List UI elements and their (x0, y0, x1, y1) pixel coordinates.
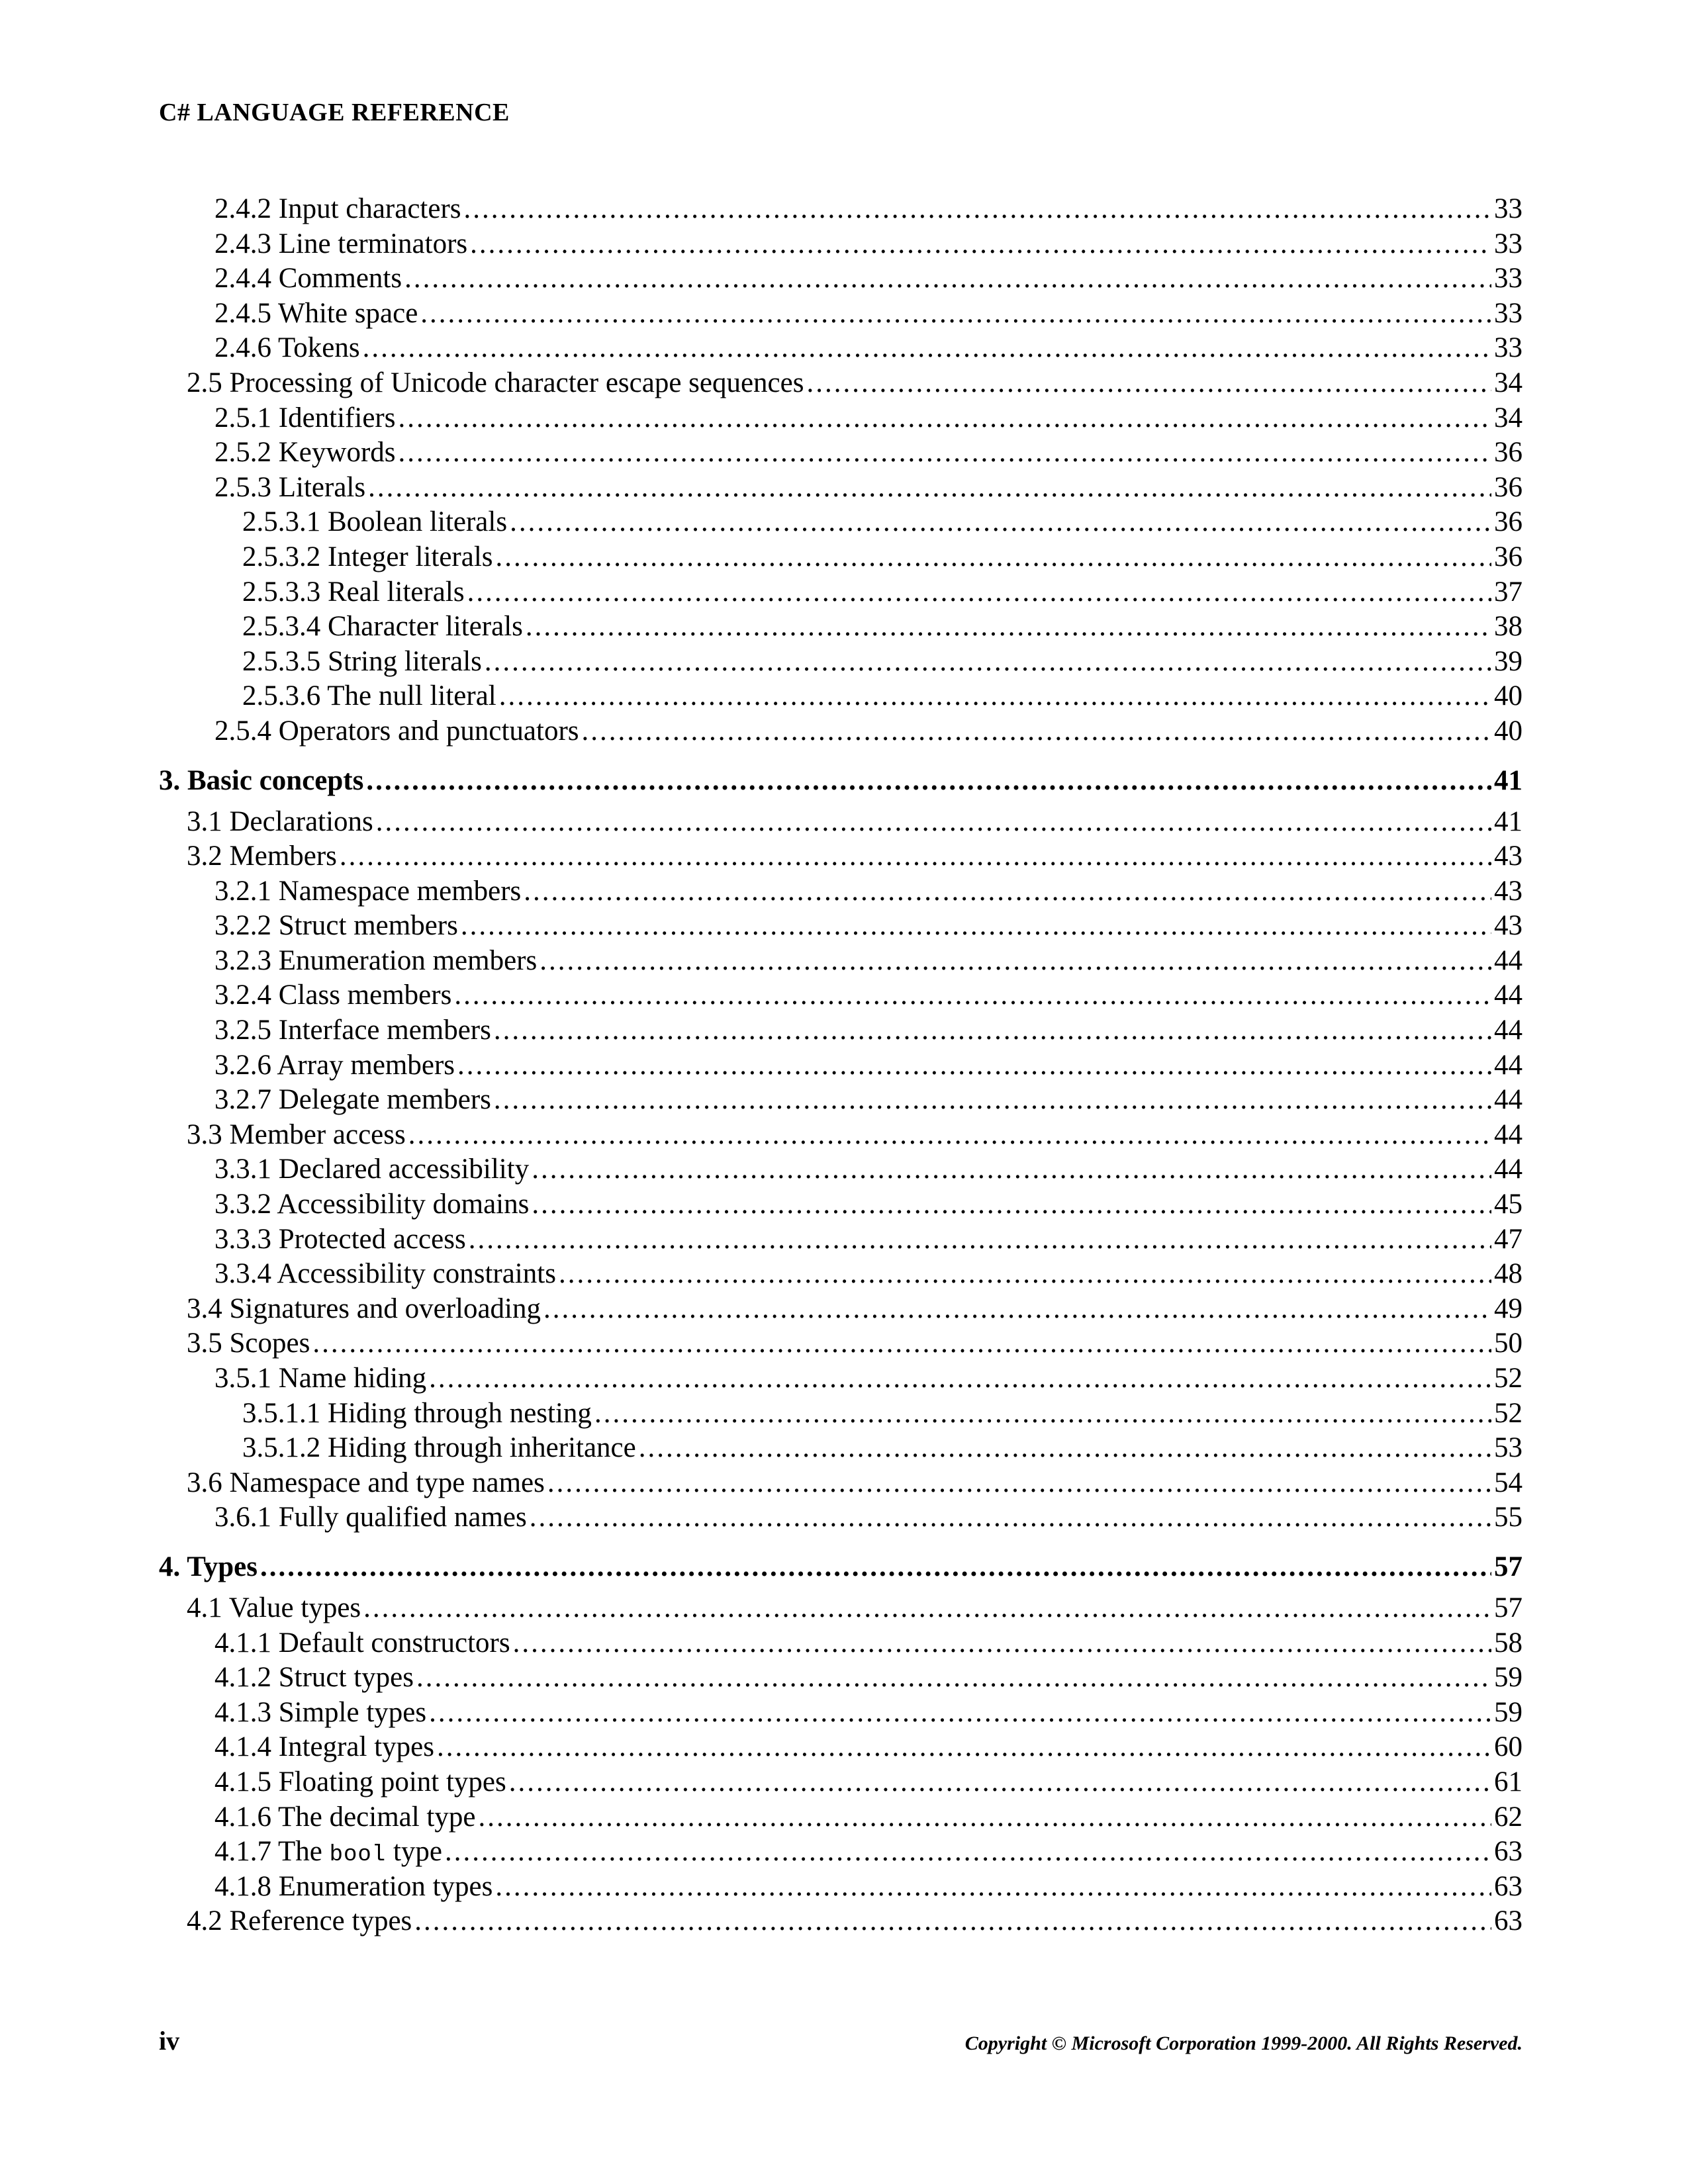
toc-entry-page: 52 (1494, 1397, 1523, 1429)
toc-entry-page: 44 (1494, 1049, 1523, 1081)
toc-entry-title: 4.1.4 Integral types (214, 1731, 434, 1763)
toc-leader-dots (467, 575, 1491, 610)
toc-entry[interactable] (159, 679, 1523, 714)
toc-entry-title: 3.6.1 Fully qualified names (214, 1502, 527, 1533)
toc-entry[interactable] (159, 366, 1523, 401)
toc-leader-dots (260, 1550, 1491, 1584)
toc-entry[interactable] (159, 1500, 1523, 1535)
toc-entry[interactable] (159, 261, 1523, 296)
toc-leader-dots (469, 1222, 1491, 1257)
toc-entry[interactable] (159, 714, 1523, 749)
toc-entry[interactable] (159, 1048, 1523, 1083)
toc-entry-title: 3.3.3 Protected access (214, 1223, 466, 1255)
toc-entry-page: 63 (1494, 1905, 1523, 1937)
toc-entry-title: 2.5.2 Keywords (214, 437, 396, 469)
toc-leader-dots (559, 1257, 1491, 1291)
toc-entry-title: 3.2.2 Struct members (214, 910, 458, 942)
toc-entry-page: 40 (1494, 680, 1523, 712)
toc-entry[interactable] (159, 192, 1523, 227)
toc-entry[interactable] (159, 944, 1523, 979)
toc-entry-title: 2.5.3.6 The null literal (242, 680, 496, 712)
footer-page-number: iv (159, 2026, 180, 2056)
toc-entry-title: 3. Basic concepts (159, 764, 364, 796)
toc-leader-dots (495, 1870, 1491, 1904)
toc-entry-page: 57 (1494, 1551, 1523, 1582)
toc-entry[interactable] (159, 805, 1523, 840)
toc-leader-dots (312, 1326, 1491, 1361)
toc-entry-page: 34 (1494, 367, 1523, 398)
toc-entry-title: 3.3.2 Accessibility domains (214, 1189, 530, 1220)
toc-entry[interactable] (159, 540, 1523, 575)
toc-leader-dots (363, 1591, 1491, 1625)
toc-entry-title: 2.5.3.5 String literals (242, 645, 482, 677)
toc-entry-title: 4.1.5 Floating point types (214, 1766, 506, 1797)
toc-leader-dots (485, 645, 1491, 679)
toc-entry-title: 3.1 Declarations (187, 805, 373, 837)
toc-entry-page: 44 (1494, 979, 1523, 1011)
toc-leader-dots (366, 764, 1491, 798)
toc-entry[interactable] (159, 227, 1523, 262)
toc-entry[interactable] (159, 1800, 1523, 1835)
toc-leader-dots (478, 1800, 1491, 1835)
toc-leader-dots (461, 909, 1491, 943)
toc-leader-dots (416, 1661, 1491, 1695)
toc-entry-title: 3.3.4 Accessibility constraints (214, 1258, 556, 1290)
toc-entry-title: 3.2 Members (187, 841, 337, 872)
toc-entry[interactable] (159, 645, 1523, 680)
toc-leader-dots (532, 1152, 1491, 1187)
toc-leader-dots (494, 1083, 1491, 1117)
toc-entry-page: 47 (1494, 1223, 1523, 1255)
toc-entry[interactable] (159, 909, 1523, 944)
toc-leader-dots (398, 401, 1491, 435)
toc-leader-dots (464, 192, 1491, 226)
toc-entry-page: 44 (1494, 1118, 1523, 1150)
toc-entry[interactable] (159, 331, 1523, 366)
toc-entry[interactable] (159, 874, 1523, 909)
toc-entry-title: 3.2.4 Class members (214, 979, 452, 1011)
toc-entry-title: 3.2.1 Namespace members (214, 875, 522, 907)
toc-leader-dots (547, 1466, 1491, 1500)
toc-leader-dots (543, 1292, 1491, 1326)
toc-leader-dots (806, 366, 1491, 400)
toc-entry[interactable] (159, 764, 1523, 805)
toc-entry-page: 53 (1494, 1432, 1523, 1464)
toc-entry-page: 43 (1494, 910, 1523, 942)
toc-leader-dots (368, 471, 1491, 505)
page-header: C# LANGUAGE REFERENCE (159, 99, 510, 126)
toc-entry[interactable] (159, 1550, 1523, 1591)
toc-leader-dots (594, 1396, 1491, 1431)
toc-leader-dots (524, 874, 1491, 909)
toc-entry[interactable] (159, 1870, 1523, 1905)
toc-entry-title: 3.2.5 Interface members (214, 1015, 491, 1046)
toc-entry-title: 3.5.1 Name hiding (214, 1363, 427, 1394)
toc-entry[interactable] (159, 1222, 1523, 1257)
toc-entry-page: 59 (1494, 1662, 1523, 1694)
toc-entry[interactable] (159, 1013, 1523, 1048)
toc-entry-page: 33 (1494, 332, 1523, 364)
toc-entry-title: 4.1.1 Default constructors (214, 1627, 510, 1659)
toc-entry-title: 4.1.8 Enumeration types (214, 1870, 493, 1902)
toc-entry[interactable] (159, 839, 1523, 874)
toc-leader-dots (340, 839, 1491, 874)
toc-leader-dots (639, 1431, 1491, 1465)
toc-leader-dots (437, 1730, 1491, 1764)
toc-entry-page: 36 (1494, 437, 1523, 469)
toc-entry-page: 33 (1494, 193, 1523, 224)
toc-entry-page: 44 (1494, 1015, 1523, 1046)
toc-entry-page: 33 (1494, 228, 1523, 259)
toc-entry-page: 41 (1494, 764, 1523, 796)
toc-entry-page: 55 (1494, 1502, 1523, 1533)
toc-entry-page: 44 (1494, 1154, 1523, 1185)
toc-entry-title: 3.4 Signatures and overloading (187, 1293, 541, 1324)
toc-leader-dots (414, 1904, 1491, 1938)
footer-copyright: Copyright © Microsoft Corporation 1999-2000. All Rights Reserved. (964, 2032, 1523, 2054)
toc-entry[interactable] (159, 1431, 1523, 1466)
toc-entry-page: 33 (1494, 263, 1523, 295)
toc-entry-title: 3.5.1.2 Hiding through inheritance (242, 1432, 636, 1464)
toc-entry-page: 58 (1494, 1627, 1523, 1659)
toc-entry-title: 3.6 Namespace and type names (187, 1467, 545, 1498)
toc-leader-dots (470, 227, 1491, 261)
toc-entry-page: 48 (1494, 1258, 1523, 1290)
toc-entry-title: 2.5.1 Identifiers (214, 402, 396, 433)
toc-entry[interactable] (159, 1466, 1523, 1501)
toc-leader-dots (539, 944, 1491, 978)
toc-entry[interactable] (159, 1904, 1523, 1939)
toc-entry-title: 3.5.1.1 Hiding through nesting (242, 1397, 592, 1429)
toc-entry-page: 38 (1494, 611, 1523, 643)
toc-entry-page: 49 (1494, 1293, 1523, 1324)
toc-leader-dots (408, 1118, 1491, 1152)
toc-leader-dots (457, 1048, 1491, 1083)
toc-leader-dots (513, 1626, 1491, 1661)
toc-entry-title: 3.2.7 Delegate members (214, 1084, 491, 1116)
toc-entry-title: 2.5.3.2 Integer literals (242, 541, 493, 572)
toc-entry-title: 2.4.4 Comments (214, 263, 402, 295)
toc-entry-title: 4.2 Reference types (187, 1905, 412, 1937)
toc-entry[interactable] (159, 1765, 1523, 1800)
toc-leader-dots (429, 1696, 1491, 1730)
toc-entry[interactable] (159, 505, 1523, 540)
toc-entry-page: 62 (1494, 1801, 1523, 1833)
toc-entry[interactable] (159, 1326, 1523, 1361)
toc-entry[interactable] (159, 1396, 1523, 1432)
toc-entry-title: 2.5.3 Literals (214, 471, 366, 503)
toc-entry-page: 54 (1494, 1467, 1523, 1498)
toc-entry-page: 57 (1494, 1592, 1523, 1623)
toc-entry-page: 45 (1494, 1189, 1523, 1220)
toc-leader-dots (499, 679, 1491, 713)
toc-entry-page: 44 (1494, 1084, 1523, 1116)
toc-leader-dots (445, 1835, 1491, 1869)
toc-entry-page: 59 (1494, 1696, 1523, 1728)
toc-entry[interactable] (159, 1835, 1523, 1870)
toc-leader-dots (399, 435, 1492, 470)
toc-entry-title: 4.1 Value types (187, 1592, 361, 1623)
toc-entry-page: 37 (1494, 576, 1523, 608)
toc-entry-page: 36 (1494, 471, 1523, 503)
toc-entry-page: 52 (1494, 1363, 1523, 1394)
toc-leader-dots (363, 331, 1491, 365)
toc-entry[interactable] (159, 1257, 1523, 1292)
toc-entry-title: 4.1.6 The decimal type (214, 1801, 476, 1833)
toc-entry-title: 3.2.3 Enumeration members (214, 944, 538, 976)
toc-entry-title: 3.2.6 Array members (214, 1049, 455, 1081)
toc-entry-title: 2.5 Processing of Unicode character escape sequences (187, 367, 804, 398)
toc-entry-title: 3.3 Member access (187, 1118, 406, 1150)
toc-entry[interactable] (159, 435, 1523, 471)
table-of-contents (159, 192, 1523, 1939)
toc-entry-page: 44 (1494, 944, 1523, 976)
toc-entry-title: 2.4.5 White space (214, 297, 418, 329)
toc-entry-title: 2.5.4 Operators and punctuators (214, 715, 579, 747)
toc-entry-title: 4.1.2 Struct types (214, 1662, 414, 1694)
toc-entry[interactable] (159, 1083, 1523, 1118)
toc-entry[interactable] (159, 978, 1523, 1013)
toc-leader-dots (496, 540, 1491, 574)
toc-entry[interactable] (159, 1730, 1523, 1765)
toc-leader-dots (526, 610, 1491, 644)
toc-entry[interactable] (159, 1361, 1523, 1396)
toc-entry[interactable] (159, 401, 1523, 436)
toc-entry-code: bool (329, 1843, 387, 1868)
toc-entry-page: 41 (1494, 805, 1523, 837)
toc-entry-title: 2.5.3.3 Real literals (242, 576, 465, 608)
toc-entry-title: 4.1.3 Simple types (214, 1696, 427, 1728)
toc-leader-dots (404, 261, 1491, 296)
toc-leader-dots (420, 296, 1491, 331)
toc-entry[interactable] (159, 1152, 1523, 1187)
toc-entry[interactable] (159, 471, 1523, 506)
toc-entry-title: 3.3.1 Declared accessibility (214, 1154, 530, 1185)
toc-leader-dots (376, 805, 1491, 839)
toc-entry[interactable] (159, 1696, 1523, 1731)
toc-leader-dots (509, 1765, 1491, 1799)
toc-entry-page: 40 (1494, 715, 1523, 747)
toc-entry-page: 39 (1494, 645, 1523, 677)
toc-entry-page: 60 (1494, 1731, 1523, 1763)
toc-entry-page: 43 (1494, 875, 1523, 907)
toc-entry-page: 63 (1494, 1836, 1523, 1868)
toc-entry-page: 43 (1494, 841, 1523, 872)
toc-leader-dots (532, 1187, 1491, 1222)
toc-entry-page: 34 (1494, 402, 1523, 433)
toc-entry-title: 2.4.3 Line terminators (214, 228, 468, 259)
toc-entry-title: 2.5.3.1 Boolean literals (242, 506, 508, 538)
toc-entry[interactable] (159, 1626, 1523, 1661)
toc-entry-title: 3.5 Scopes (187, 1328, 310, 1359)
toc-leader-dots (494, 1013, 1491, 1048)
toc-leader-dots (582, 714, 1492, 749)
toc-entry[interactable] (159, 575, 1523, 610)
toc-leader-dots (510, 505, 1491, 539)
toc-entry[interactable] (159, 1661, 1523, 1696)
toc-entry-page: 63 (1494, 1870, 1523, 1902)
toc-entry[interactable] (159, 1591, 1523, 1626)
page-footer (159, 2025, 1523, 2056)
toc-entry-title: 2.4.2 Input characters (214, 193, 461, 224)
toc-entry-page: 36 (1494, 506, 1523, 538)
toc-entry-title: 2.4.6 Tokens (214, 332, 360, 364)
toc-entry-page: 33 (1494, 297, 1523, 329)
toc-leader-dots (429, 1361, 1491, 1396)
toc-entry[interactable] (159, 296, 1523, 332)
toc-entry-title: 2.5.3.4 Character literals (242, 611, 523, 643)
toc-entry-title: 4. Types (159, 1551, 258, 1582)
toc-entry[interactable] (159, 610, 1523, 645)
toc-leader-dots (530, 1500, 1491, 1535)
toc-entry-page: 50 (1494, 1328, 1523, 1359)
toc-entry-page: 36 (1494, 541, 1523, 572)
toc-entry[interactable] (159, 1292, 1523, 1327)
toc-entry-page: 61 (1494, 1766, 1523, 1797)
toc-entry-title: 4.1.7 The bool type (214, 1836, 442, 1868)
toc-entry[interactable] (159, 1187, 1523, 1222)
toc-entry[interactable] (159, 1118, 1523, 1153)
toc-leader-dots (454, 978, 1491, 1013)
